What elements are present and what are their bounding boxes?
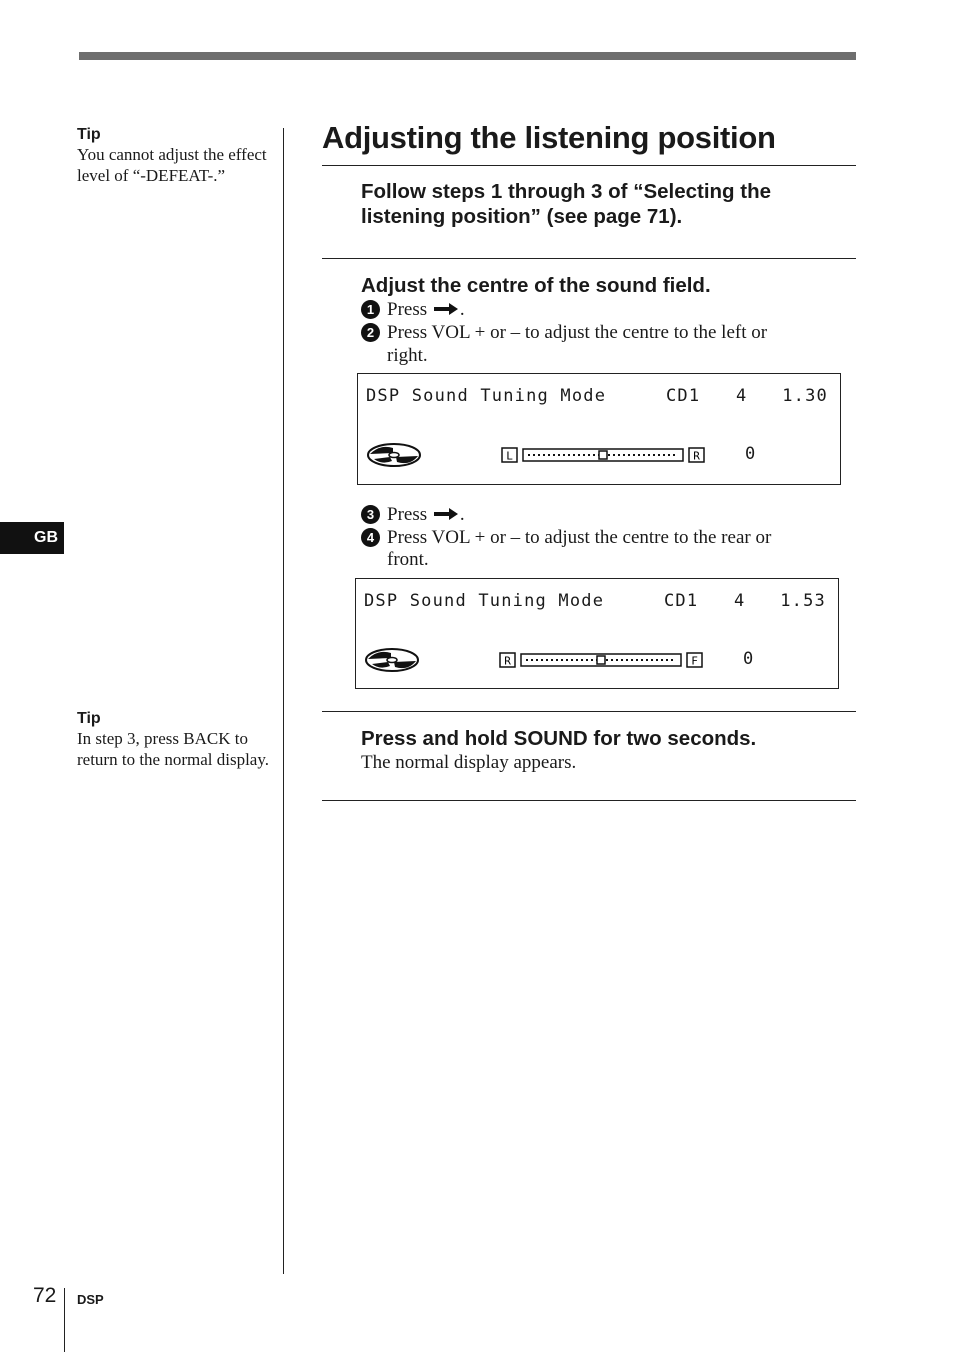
divider: [322, 258, 856, 259]
tip-box-1: [77, 125, 272, 186]
meter-thumb: [599, 451, 607, 459]
substep-2-cont: right.: [387, 345, 428, 366]
step-number: 3: [361, 505, 380, 524]
lcd-mode: DSP Sound Tuning Mode: [364, 591, 605, 611]
right-arrow-icon: [432, 302, 460, 316]
cd-disc-icon: [366, 442, 422, 468]
step-number: 1: [361, 300, 380, 319]
footer-divider: [64, 1288, 65, 1352]
meter-left-label: R: [504, 654, 511, 668]
section-name: DSP: [77, 1292, 104, 1307]
tip-box-2: [77, 709, 272, 770]
top-header-bar: [79, 52, 856, 60]
page-number: 72: [33, 1284, 57, 1307]
tip-text: In step 3, press BACK to return to the normal display.: [77, 729, 269, 769]
tip-label: Tip: [77, 710, 101, 727]
step-number: 2: [361, 323, 380, 342]
lcd-display-rear-front: [355, 578, 839, 689]
page-title: Adjusting the listening position: [322, 120, 776, 155]
tip-text: You cannot adjust the effect level of “-DEFEAT-.”: [77, 145, 267, 185]
meter-right-label: R: [693, 449, 700, 463]
divider: [322, 165, 856, 166]
lcd-source: CD1: [666, 386, 701, 406]
balance-meter: [501, 445, 707, 465]
step-number: 4: [361, 528, 380, 547]
substep-4: [361, 526, 846, 549]
lcd-display-left-right: [357, 373, 841, 485]
step3-heading: Press and hold SOUND for two seconds.: [361, 727, 757, 750]
lcd-level: 0: [745, 444, 756, 464]
lcd-value: 1.53: [780, 591, 826, 611]
divider: [322, 711, 856, 712]
press-label: Press: [387, 299, 428, 320]
lcd-value: 1.30: [782, 386, 828, 406]
substep-text: Press VOL + or – to adjust the centre to the left or: [387, 322, 768, 343]
substep-2: [361, 321, 846, 344]
substep-1: 1 Press .: [361, 298, 846, 321]
step1-heading: Follow steps 1 through 3 of “Selecting the listening position” (see page 71).: [361, 180, 772, 228]
lcd-mode: DSP Sound Tuning Mode: [366, 386, 607, 406]
lcd-channel: 4: [734, 591, 746, 611]
balance-meter: [499, 650, 705, 670]
meter-right-label: F: [691, 654, 698, 668]
cd-disc-icon: [364, 647, 420, 673]
divider: [322, 800, 856, 801]
substep-4-cont: front.: [387, 549, 429, 570]
meter-thumb: [597, 656, 605, 664]
substep-text: Press VOL + or – to adjust the centre to the rear or: [387, 527, 772, 548]
tip-label: Tip: [77, 126, 101, 143]
substep-3: 3 Press .: [361, 503, 846, 526]
step2-heading: Adjust the centre of the sound field.: [361, 274, 711, 297]
lcd-channel: 4: [736, 386, 748, 406]
meter-left-label: L: [506, 449, 513, 463]
step3-text: The normal display appears.: [361, 752, 577, 773]
sidebar-divider: [283, 128, 284, 1274]
language-tab: GB: [0, 522, 64, 554]
lcd-source: CD1: [664, 591, 699, 611]
press-label: Press: [387, 504, 428, 525]
lcd-level: 0: [743, 649, 754, 669]
right-arrow-icon: [432, 507, 460, 521]
